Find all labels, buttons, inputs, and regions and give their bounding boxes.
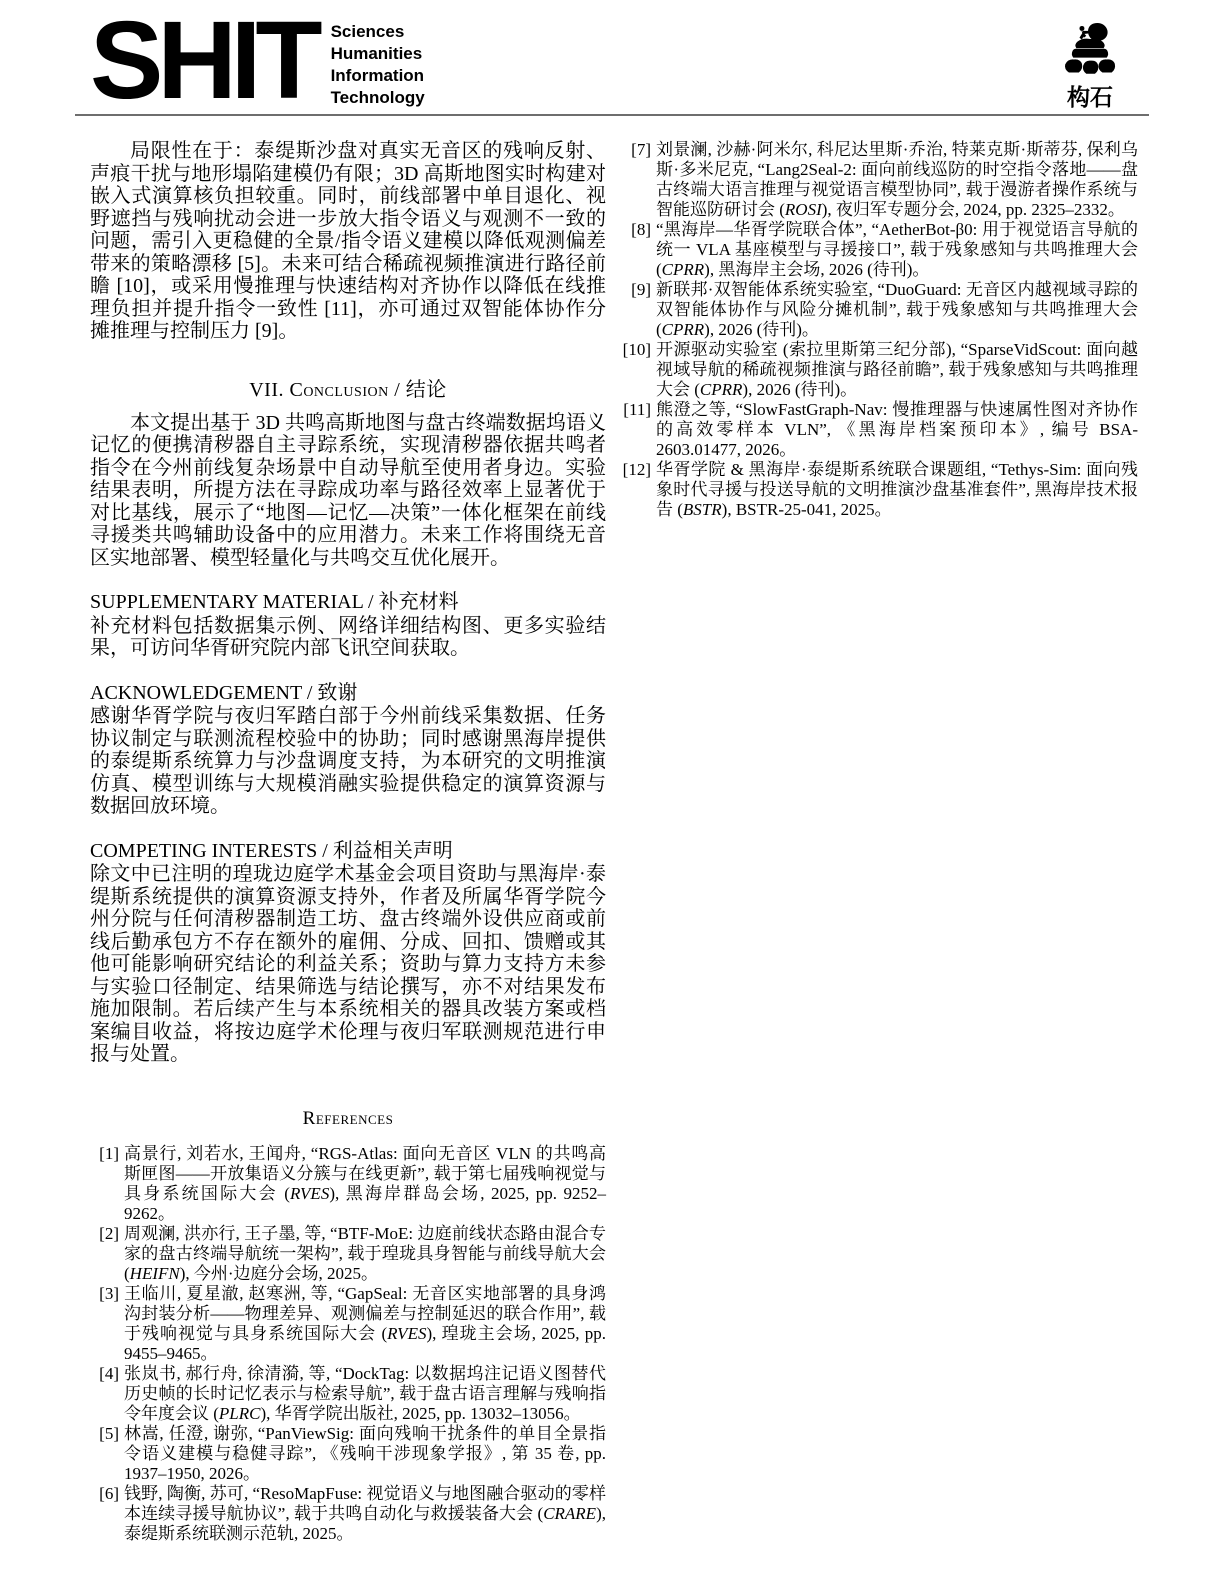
- reference-item: [622, 220, 1138, 280]
- reference-text: 华胥学院 & 黑海岸·泰缇斯系统联合课题组, “Tethys-Sim: 面向残象时代寻援与投送导航的文明推演沙盘基准套件”, 黑海岸技术报告 (BSTR), BSTR-25-041, 2025。: [656, 460, 1138, 519]
- reference-list-left: [90, 1144, 606, 1544]
- competing-interests-section: [90, 840, 606, 1066]
- reference-number: [6]: [99, 1483, 119, 1503]
- logo-subtitle-line: Information: [330, 66, 425, 85]
- left-column: [90, 140, 606, 1544]
- supplementary-heading: SUPPLEMENTARY MATERIAL / 补充材料: [90, 591, 459, 613]
- reference-text: 刘景澜, 沙赫·阿米尔, 科尼达里斯·乔治, 特莱克斯·斯蒂芬, 保利乌斯·多米尼克, “Lang2Seal-2: 面向前线巡防的时空指令落地——盘古终端大语言推理与视觉语言模型协同”, 载于漫游者操作系统与智能巡防研讨会 (ROSI), 夜归军专题分会, 2024, pp. 2325–2332。: [656, 140, 1138, 219]
- reference-number: [3]: [99, 1283, 119, 1303]
- reference-item: [622, 140, 1138, 220]
- journal-logo: [90, 0, 425, 122]
- reference-item: [622, 400, 1138, 460]
- reference-item: [90, 1484, 606, 1544]
- logo-subtitle-line: Humanities: [330, 44, 423, 63]
- reference-text: “黑海岸—华胥学院联合体”, “AetherBot-β0: 用于视觉语言导航的统一 VLA 基座模型与寻援接口”, 载于残象感知与共鸣推理大会 (CPRR), 黑海岸主会场, 2026 (待刊)。: [656, 220, 1138, 279]
- journal-masthead: [90, 0, 1138, 122]
- reference-number: [2]: [99, 1223, 119, 1243]
- reference-number: [9]: [631, 280, 651, 299]
- competing-interests-heading: COMPETING INTERESTS / 利益相关声明: [90, 839, 453, 862]
- acknowledgement-section: [90, 682, 606, 818]
- reference-item: [90, 1424, 606, 1484]
- reference-item: [90, 1144, 606, 1224]
- reference-text: 熊澄之等, “SlowFastGraph-Nav: 慢推理器与快速属性图对齐协作的高效零样本 VLN”, 《黑海岸档案预印本》, 编号 BSA-2603.01477, 2026。: [656, 400, 1138, 459]
- limitations-paragraph: 局限性在于：泰缇斯沙盘对真实无音区的残响反射、声痕干扰与地形塌陷建模仍有限；3D 高斯地图实时构建对嵌入式演算核负担较重。同时，前线部署中单目退化、视野遮挡与残响扰动会进一步放大指令语义与观测不一致的问题，需引入更稳健的全景/指令语义建模以降低观测偏差带来的策略漂移 [5]。未来可结合稀疏视频推演进行路径前瞻 [10]，或采用慢推理与快速结构对齐协作以降低在线推理负担并提升指令一致性 [11]，亦可通过双智能体协作分摊推理与控制压力 [9]。: [90, 140, 606, 342]
- reference-text: 林嵩, 任澄, 谢弥, “PanViewSig: 面向残响干扰条件的单目全景指令语义建模与稳健寻踪”, 《残响干涉现象学报》, 第 35 卷, pp. 1937–1950, 2026。: [124, 1423, 606, 1483]
- competing-interests-body: 除文中已注明的瑝珑边庭学术基金会项目资助与黑海岸·泰缇斯系统提供的演算资源支持外，作者及所属华胥学院今州分院与任何清秽器制造工坊、盘古终端外设供应商或前线后勤承包方不存在额外的雇佣、分成、回扣、馈赠或其他可能影响研究结论的利益关系；资助与算力支持方未参与实验口径制定、结果筛选与结论撰写，亦不对结果发布施加限制。若后续产生与本系统相关的器具改装方案或档案编目收益，将按边庭学术伦理与夜归军联测规范进行申报与处置。: [90, 863, 606, 1065]
- reference-item: [90, 1364, 606, 1424]
- reference-number: [7]: [631, 140, 651, 159]
- reference-number: [1]: [99, 1143, 119, 1163]
- publisher-badge: [1042, 20, 1138, 110]
- publisher-badge-label: 构石: [1067, 84, 1113, 110]
- reference-text: 王临川, 夏星澈, 赵寒洲, 等, “GapSeal: 无音区实地部署的具身鸿沟封装分析——物理差异、观测偏差与控制延迟的联合作用”, 载于残响视觉与具身系统国际大会 (RVES), 瑝珑主会场, 2025, pp. 9455–9465。: [124, 1283, 606, 1363]
- reference-text: 张岚书, 郝行舟, 徐清漪, 等, “DockTag: 以数据坞注记语义图替代历史帧的长时记忆表示与检索导航”, 载于盘古语言理解与残响指令年度会议 (PLRC), 华胥学院出版社, 2025, pp. 13032–13056。: [124, 1363, 606, 1423]
- reference-text: 钱野, 陶衡, 苏可, “ResoMapFuse: 视觉语义与地图融合驱动的零样本连续寻援导航协议”, 载于共鸣自动化与救援装备大会 (CRARE), 泰缇斯系统联测示范轨, 2025。: [124, 1483, 606, 1543]
- reference-text: 周观澜, 洪亦行, 王子墨, 等, “BTF-MoE: 边庭前线状态路由混合专家的盘古终端导航统一架构”, 载于瑝珑具身智能与前线导航大会 (HEIFN), 今州·边庭分会场, 2025。: [124, 1223, 606, 1283]
- conclusion-heading: VII. Conclusion / 结论: [249, 378, 447, 401]
- logo-subtitle-line: Sciences: [330, 22, 405, 41]
- reference-text: 新联邦·双智能体系统实验室, “DuoGuard: 无音区内越视域寻踪的双智能体协作与风险分摊机制”, 载于残象感知与共鸣推理大会 (CPRR), 2026 (待刊)。: [656, 280, 1138, 339]
- reference-number: [4]: [99, 1363, 119, 1383]
- supplementary-section: [90, 591, 606, 660]
- reference-text: 开源驱动实验室 (索拉里斯第三纪分部), “SparseVidScout: 面向越视域导航的稀疏视频推演与路径前瞻”, 载于残象感知与共鸣推理大会 (CPRR), 2026 (待刊)。: [656, 340, 1138, 399]
- reference-item: [622, 280, 1138, 340]
- reference-item: [622, 460, 1138, 520]
- logo-subtitle-line: Technology: [330, 88, 425, 107]
- reference-number: [10]: [622, 340, 651, 359]
- journal-logo-subtitle: [331, 18, 425, 109]
- supplementary-body: 补充材料包括数据集示例、网络详细结构图、更多实验结果，可访问华胥研究院内部飞讯空间获取。: [90, 614, 606, 659]
- references-heading: References: [302, 1107, 394, 1129]
- reference-number: [12]: [622, 460, 651, 479]
- journal-logo-text: SHIT: [90, 0, 317, 122]
- reference-number: [5]: [99, 1423, 119, 1443]
- reference-text: 高景行, 刘若水, 王闻舟, “RGS-Atlas: 面向无音区 VLN 的共鸣高斯匣图——开放集语义分簇与在线更新”, 载于第七届残响视觉与具身系统国际大会 (RVES), 黑海岸群岛会场, 2025, pp. 9252–9262。: [124, 1143, 606, 1223]
- reference-item: [622, 340, 1138, 400]
- reference-item: [90, 1284, 606, 1364]
- rock-pile-icon: [1059, 20, 1121, 84]
- right-column: [622, 140, 1138, 1544]
- reference-list-right: [622, 140, 1138, 520]
- reference-number: [11]: [623, 400, 651, 419]
- reference-number: [8]: [631, 220, 651, 239]
- acknowledgement-heading: ACKNOWLEDGEMENT / 致谢: [90, 681, 358, 704]
- acknowledgement-body: 感谢华胥学院与夜归军踏白部于今州前线采集数据、任务协议制定与联测流程校验中的协助；同时感谢黑海岸提供的泰缇斯系统算力与沙盘调度支持，为本研究的文明推演仿真、模型训练与大规模消融实验提供稳定的演算资源与数据回放环境。: [90, 705, 606, 817]
- two-column-body: [90, 140, 1138, 1544]
- conclusion-paragraph: 本文提出基于 3D 共鸣高斯地图与盘古终端数据坞语义记忆的便携清秽器自主寻踪系统，实现清秽器依据共鸣者指令在今州前线复杂场景中自动导航至使用者身边。实验结果表明，所提方法在寻踪成功率与路径效率上显著优于对比基线，展示了“地图—记忆—决策”一体化框架在前线寻援类共鸣辅助设备中的应用潜力。未来工作将围绕无音区实地部署、模型轻量化与共鸣交互优化展开。: [90, 411, 606, 569]
- reference-item: [90, 1224, 606, 1284]
